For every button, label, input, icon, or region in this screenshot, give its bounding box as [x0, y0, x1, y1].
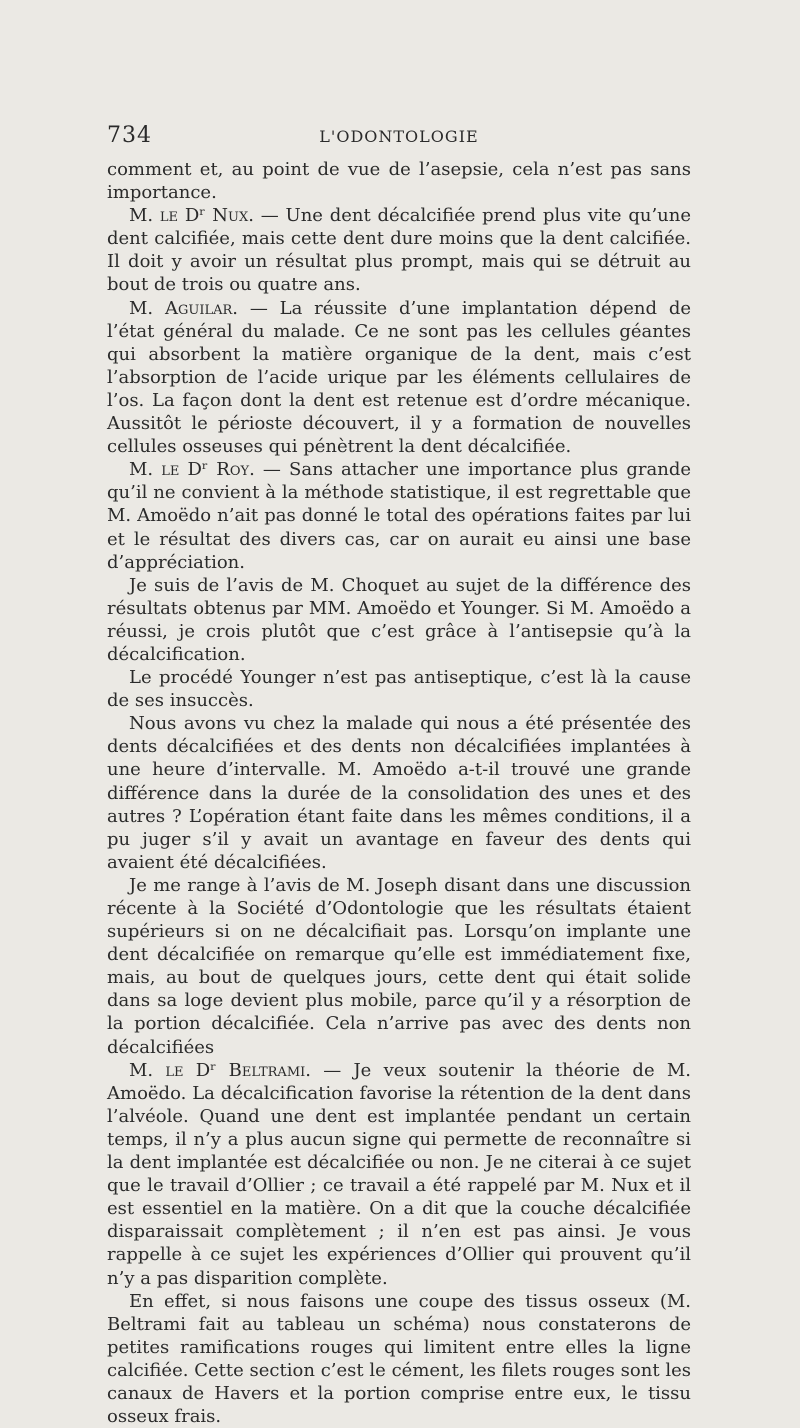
paragraph-text: Nous avons vu chez la malade qui nous a été présentée des dents décalcifiées et des dents non décalcifiées implantées à une heure d’intervalle. M. Amoëdo a-t-il trouvé une grande différence dans la durée de la consolidation des unes et des autres ? L’opération étant faite dans les mêmes conditions, il a pu juger s’il y avait un avantage en faveur des dents qui avaient été décalcifiées.: [107, 713, 691, 873]
paragraph-4: [107, 458, 691, 573]
paragraph-5: [107, 574, 691, 666]
paragraph-10: [107, 1290, 691, 1428]
paragraph-text: comment et, au point de vue de l’asepsie, cela n’est pas sans importance.: [107, 159, 691, 204]
speaker-name: M. le Dʳ Roy.: [129, 459, 255, 481]
paragraph-text: En effet, si nous faisons une coupe des tissus osseux (M. Beltrami fait au tableau un schéma) nous constaterons de petites ramifications rouges qui limitent entre elles la ligne calcifiée. Cette section c’est le cément, les filets rouges sont les canaux de Havers et la portion comprise entre eux, le tissu osseux frais.: [107, 1290, 691, 1428]
paragraph-text: Le procédé Younger n’est pas antiseptique, c’est là la cause de ses insuccès.: [107, 667, 691, 712]
paragraph-2: [107, 204, 691, 296]
page-header: [107, 122, 691, 150]
speaker-name: M. le Dʳ Beltrami.: [129, 1059, 311, 1081]
running-title: L'ODONTOLOGIE: [319, 127, 479, 146]
speaker-name: M. le Dʳ Nux.: [129, 205, 254, 227]
paragraph-7: [107, 712, 691, 874]
body-text: [107, 158, 691, 1428]
speaker-name: M. Aguilar.: [129, 297, 238, 319]
paragraph-6: [107, 666, 691, 712]
paragraph-text: Je me range à l’avis de M. Joseph disant dans une discussion récente à la Société d’Odontologie que les résultats étaient supérieurs si on ne décalcifiait pas. Lorsqu’on implante une dent décalcifiée on remarque qu’elle est immédiatement fixe, mais, au bout de quelques jours, cette dent qui était solide dans sa loge devient plus mobile, parce qu’il y a résorption de la portion décalcifiée. Cela n’arrive pas avec des dents non décalcifiées: [107, 874, 691, 1058]
paragraph-text: Je suis de l’avis de M. Choquet au sujet de la différence des résultats obtenus par MM. Amoëdo et Younger. Si M. Amoëdo a réussi, je crois plutôt que c’est grâce à l’antisepsie qu’à la décalcification.: [107, 574, 691, 665]
paragraph-9: [107, 1059, 691, 1290]
paragraph-text: — Je veux soutenir la théorie de M. Amoëdo. La décalcification favorise la rétention de la dent dans l’alvéole. Quand une dent est implantée pendant un certain temps, il n’y a plus aucun signe qui permette de reconnaître si la dent implantée est décalcifiée ou non. Je ne citerai à ce sujet que le travail d’Ollier ; ce travail a été rappelé par M. Nux et il est essentiel en la matière. On a dit que la couche décalcifiée disparaissait complètement ; il n’en est pas ainsi. Je vous rappelle à ce sujet les expériences d’Ollier qui prouvent qu’il n’y a pas disparition complète.: [107, 1059, 691, 1289]
page-number: 734: [107, 123, 152, 148]
paragraph-text: — Une dent décalcifiée prend plus vite qu’une dent calcifiée, mais cette dent dure moins que la dent calcifiée. Il doit y avoir un résultat plus prompt, mais qui se détruit au bout de trois ou quatre ans.: [107, 205, 691, 296]
paragraph-1: [107, 158, 691, 204]
paragraph-text: — Sans attacher une importance plus grande qu’il ne convient à la méthode statistique, il est regrettable que M. Amoëdo n’ait pas donné le total des opérations faites par lui et le résultat des divers cas, car on aurait eu ainsi une base d’appréciation.: [107, 459, 691, 573]
paragraph-8: [107, 874, 691, 1059]
paragraph-3: [107, 297, 691, 459]
paragraph-text: — La réussite d’une implantation dépend de l’état général du malade. Ce ne sont pas les cellules géantes qui absorbent la matière organique de la dent, mais c’est l’absorption de l’acide urique par les éléments cellulaires de l’os. La façon dont la dent est retenue est d’ordre mécanique. Aussitôt le périoste découvert, il y a formation de nouvelles cellules osseuses qui pénètrent la dent décalcifiée.: [107, 297, 691, 458]
